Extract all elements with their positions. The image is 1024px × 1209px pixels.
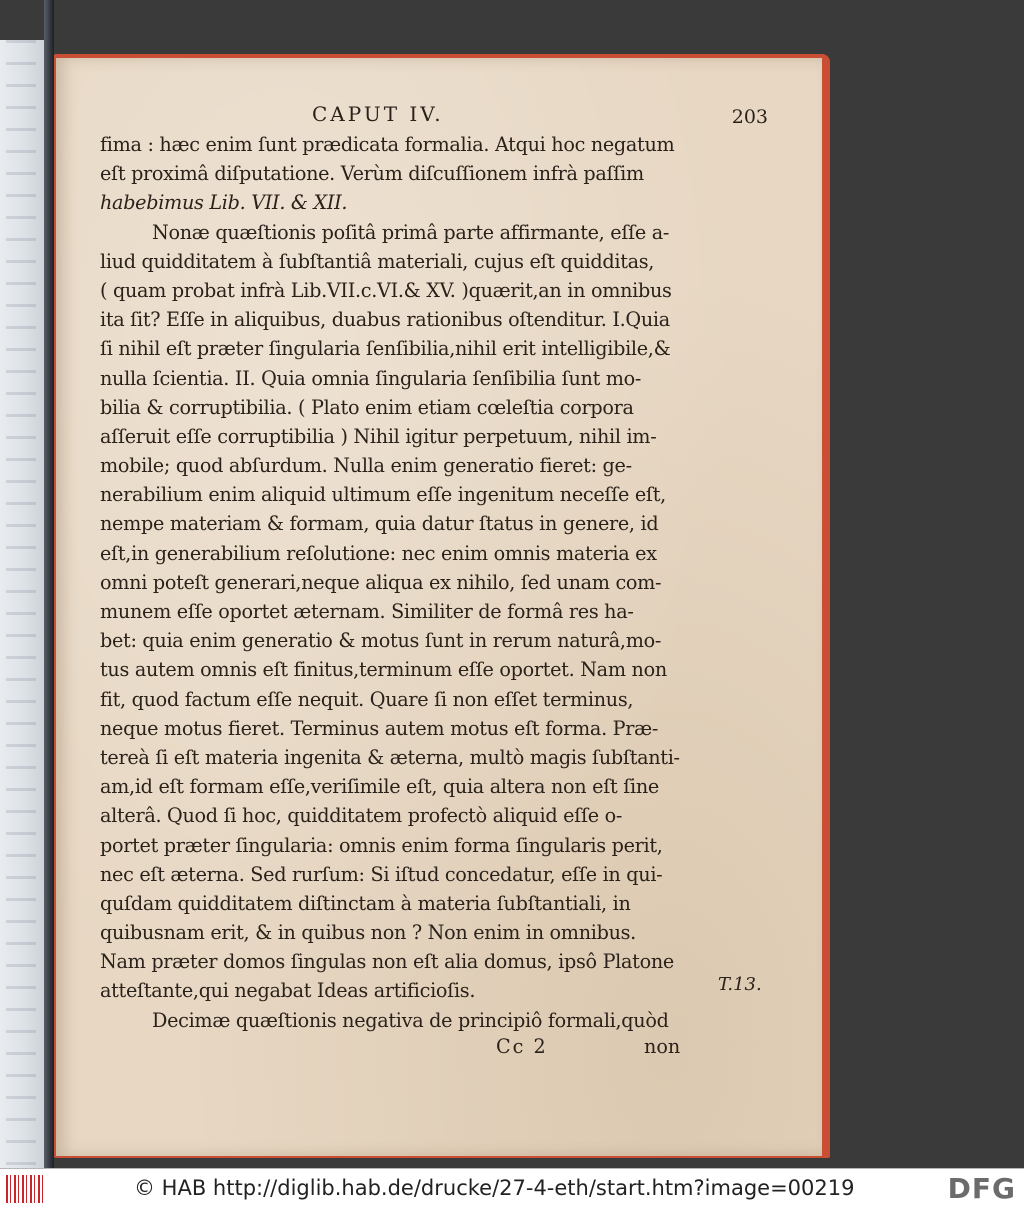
text-line: ( quam probat infrà Lib.VII.c.VI.& XV. )quærit,an in omnibus <box>100 278 672 302</box>
text-line: eſt,in generabilium reſolutione: nec enim omnis materia ex <box>100 541 657 565</box>
body-text <box>100 130 760 1035</box>
signature-mark: Cc 2 <box>496 1034 548 1058</box>
text-line: Nonæ quæſtionis poſitâ primâ parte affirmante, eſſe a- <box>152 220 670 244</box>
text-line: ſi nihil eſt præter ſingularia ſenſibilia,nihil erit intelligibile,& <box>100 337 671 361</box>
info-bar <box>0 1168 1024 1209</box>
text-line: tereà ſi eſt materia ingenita & æterna, multò magis ſubſtanti- <box>100 745 680 769</box>
text-line: bilia & corruptibilia. ( Plato enim etiam cœleſtia corpora <box>100 395 634 419</box>
text-line: omni poteſt generari,neque aliqua ex nihilo, ſed unam com- <box>100 570 662 594</box>
text-line: nempe materiam & formam, quia datur ſtatus in genere, id <box>100 512 659 536</box>
text-line: quibusnam erit, & in quibus non ? Non enim in omnibus. <box>100 921 636 945</box>
text-line: Nam præter domos ſingulas non eſt alia domus, ipsô Platone <box>100 950 674 974</box>
text-line: habebimus Lib. VII. & XII. <box>100 191 348 215</box>
text-line: quſdam quidditatem diſtinctam à materia ſubſtantiali, in <box>100 891 631 915</box>
left-page-text-strip <box>6 40 36 1168</box>
page-footer <box>100 1035 760 1064</box>
page-number: 203 <box>731 106 768 128</box>
text-line: portet præter ſingularia: omnis enim forma ſingularis perit, <box>100 833 663 857</box>
text-line: tus autem omnis eſt finitus,terminum eſſe oportet. Nam non <box>100 658 667 682</box>
text-line: eſt proximâ diſputatione. Verùm diſcuſſionem infrà paſſim <box>100 162 644 186</box>
text-line: bet: quia enim generatio & motus ſunt in rerum naturâ,mo- <box>100 629 662 653</box>
text-line: Decimæ quæſtionis negativa de principiô formali,quòd <box>152 1008 669 1032</box>
text-line: fima : hæc enim ſunt prædicata formalia. Atqui hoc negatum <box>100 133 675 156</box>
hab-barcode-icon <box>6 1175 46 1203</box>
catchword: non <box>644 1034 681 1058</box>
text-line: aſſeruit eſſe corruptibilia ) Nihil igitur perpetuum, nihil im- <box>100 424 657 448</box>
text-line: nec eſt æterna. Sed rurſum: Si iſtud concedatur, eſſe in qui- <box>100 862 663 886</box>
text-line: fit, quod factum eſſe nequit. Quare ſi non eſſet terminus, <box>100 687 634 711</box>
text-line: mobile; quod abſurdum. Nulla enim generatio fieret: ge- <box>100 454 632 478</box>
running-head <box>100 100 768 130</box>
text-line: liud quidditatem à ſubſtantiâ materiali, cujus eſt quidditas, <box>100 249 655 273</box>
marginal-note: T.13. <box>718 974 762 995</box>
dfg-logo: DFG <box>947 1172 1016 1205</box>
running-head-title: CAPUT IV. <box>312 102 444 126</box>
text-line: neque motus fieret. Terminus autem motus eſt forma. Præ- <box>100 716 659 740</box>
text-line: nulla ſcientia. II. Quia omnia ſingularia ſenſibilia ſunt mo- <box>100 366 642 390</box>
text-line: atteſtante,qui negabat Ideas artificioſis. <box>100 979 476 1003</box>
copyright-url-text[interactable]: © HAB http://diglib.hab.de/drucke/27-4-eth/start.htm?image=00219 <box>134 1176 855 1200</box>
text-line: ita ſit? Eſſe in aliquibus, duabus rationibus oſtenditur. I.Quia <box>100 308 670 332</box>
text-line: alterâ. Quod ſi hoc, quidditatem profectò aliquid eſſe o- <box>100 804 623 828</box>
text-line: munem eſſe oportet æternam. Similiter de formâ res ha- <box>100 600 634 623</box>
left-page-edge <box>0 40 48 1168</box>
text-line: nerabilium enim aliquid ultimum eſſe ingenitum neceſſe eſt, <box>100 483 666 507</box>
page-text-block <box>100 100 768 1064</box>
text-line: am,id eſt formam eſſe,veriſimile eſt, quia altera non eſt ſine <box>100 775 659 799</box>
book-page <box>56 58 822 1156</box>
book-spine <box>44 0 54 1168</box>
